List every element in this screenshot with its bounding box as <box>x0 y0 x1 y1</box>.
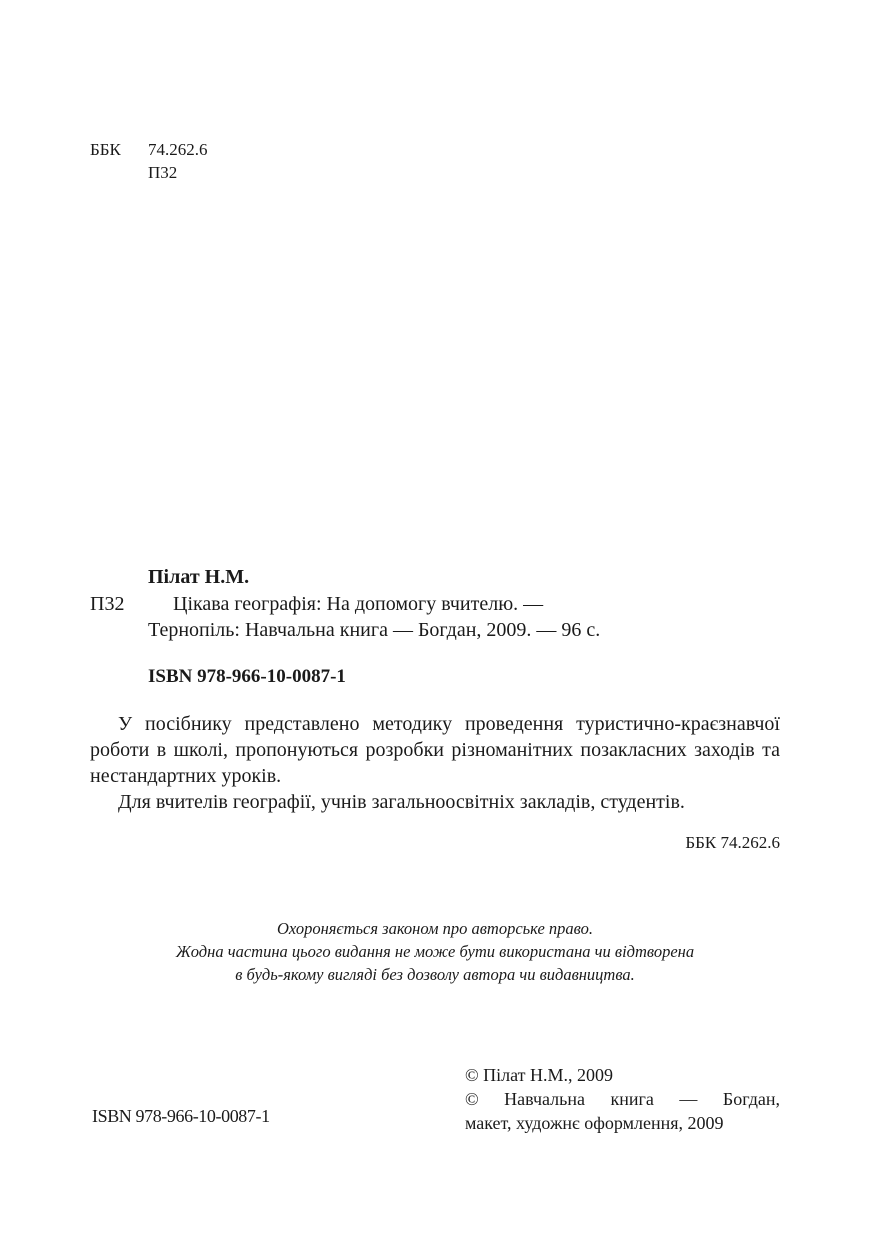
author-name: Пілат Н.М. <box>148 566 250 588</box>
author-mark: П32 <box>148 163 178 182</box>
isbn-record: ISBN 978-966-10-0087-1 <box>148 666 346 687</box>
copyright-notice <box>90 917 780 986</box>
bbk-right: ББК 74.262.6 <box>685 833 780 852</box>
bbk-code: 74.262.6 <box>148 140 208 159</box>
author-mark-side: П32 <box>90 593 125 615</box>
abstract <box>90 711 780 815</box>
notice-line: в будь-якому вигляді без дозволу автора чи видавництва. <box>235 965 635 984</box>
notice-line: Охороняється законом про авторське право. <box>276 919 594 938</box>
abstract-paragraph: У посібнику представлено методику проведення туристично-краєзнавчої роботи в школі, пропонуються розробки різноманітних позакласних заходів та нестандартних уроків. <box>90 713 780 787</box>
copyrights-block <box>465 1063 780 1135</box>
notice-line: Жодна частина цього видання не може бути використана чи відтворена <box>175 942 695 961</box>
copyright-line: макет, художнє оформлення, 2009 <box>465 1113 724 1133</box>
bbk-label: ББК <box>90 140 121 159</box>
imprint-line: Тернопіль: Навчальна книга — Богдан, 2009. — 96 с. <box>148 619 601 641</box>
abstract-paragraph: Для вчителів географії, учнів загальноосвітніх закладів, студентів. <box>118 791 685 813</box>
isbn-bottom: ISBN 978-966-10-0087-1 <box>92 1106 270 1126</box>
copyright-line: © Навчальна книга — Богдан, <box>465 1089 780 1109</box>
book-title-line: Цікава географія: На допомогу вчителю. — <box>173 593 544 615</box>
copyright-line: © Пілат Н.М., 2009 <box>465 1065 614 1085</box>
